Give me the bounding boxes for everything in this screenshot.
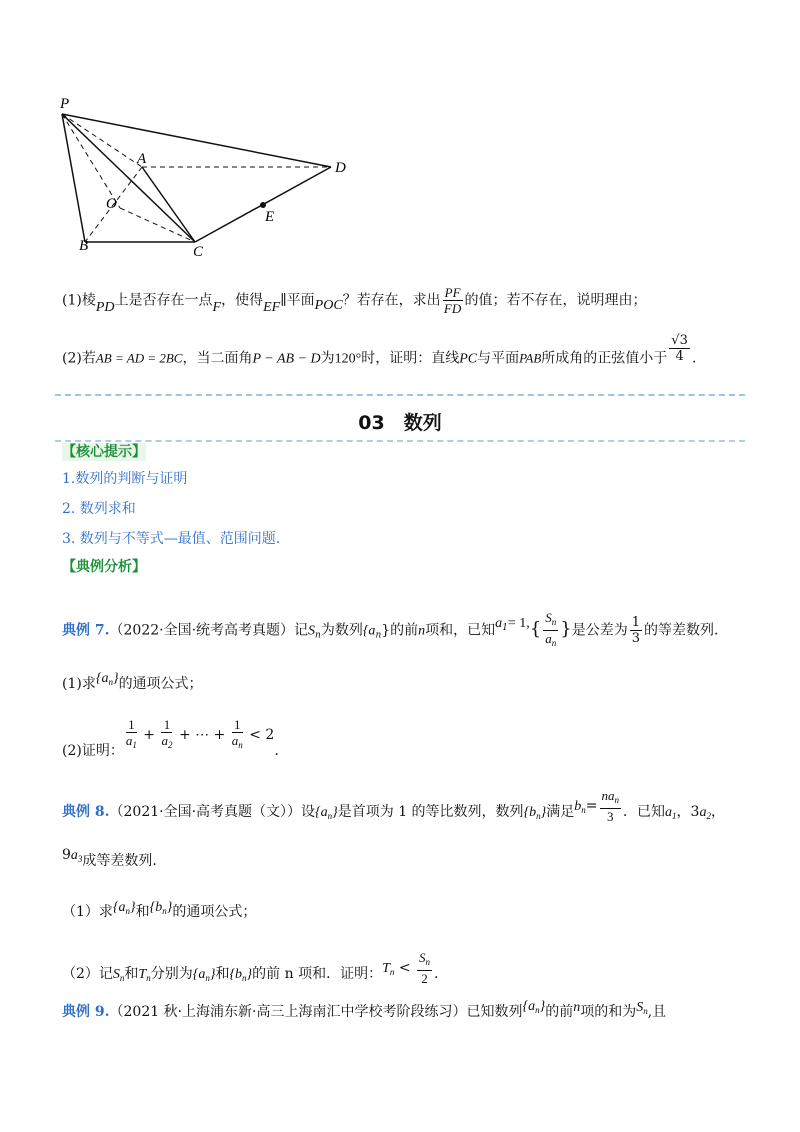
- point-e: [260, 202, 266, 208]
- core-tip-item-3: 3. 数列与不等式—最值、范围问题.: [62, 531, 281, 547]
- sqrt3-over-4-fraction: $\frac{√3}{4}$: [671, 333, 688, 364]
- p6-question-2: (2)若AB = AD = 2BC，当二面角P − AB − D为120°时，证明：直线PC与平面PAB所成角的正弦值小于 $\frac{√3}{4}$ .: [62, 333, 697, 367]
- sn-over-an-fraction: $\frac{S_n}{a_n}$: [545, 610, 557, 648]
- pf-fd-fraction: $\frac{PF}{FD}$: [443, 285, 462, 316]
- one-third-fraction: $\frac{1}{3}$: [631, 615, 640, 646]
- p6-question-1: (1)棱PD上是否存在一点F，使得EF∥平面POC？若存在，求出 $\frac{PF}{FD}$ 的值；若不存在，说明理由；: [62, 285, 647, 316]
- label-a: A: [137, 151, 147, 167]
- section-title: 03 数列: [358, 412, 442, 434]
- label-p: P: [60, 96, 70, 112]
- core-tips-heading: 【核心提示】: [62, 444, 146, 460]
- section-rule-bottom: [55, 440, 745, 442]
- label-o: O: [106, 196, 117, 212]
- ex9-statement: 典例 9.（2021 秋·上海浦东新·高三上海南汇中学校考阶段练习）已知数列$\{a_n\}$的前n项的和为$S_n$,且: [62, 999, 667, 1020]
- ex7-statement: 典例 7.（2022·全国·统考高考真题）记$S_n$为数列$\{a_n\}$的前n项和，已知$a_1= 1$,{ $\frac{S_n}{a_n}$ }是公差为 $\frac{1}{3}$ 的等差数列.: [62, 610, 718, 651]
- label-c: C: [193, 244, 204, 260]
- ex8-statement-cont: $9a_3$成等差数列.: [62, 847, 157, 869]
- label-b: B: [79, 238, 89, 254]
- edge-ac: [142, 167, 195, 242]
- ex8-statement: 典例 8.（2021·全国·高考真题（文））设$\{a_n\}$是首项为 1 的等比数列，数列$\{b_n\}$满足$b_n=$ $\frac{na_n}{3}$ ．已知$a_1$，$3a_2$，: [62, 788, 725, 824]
- pyramid-figure: [50, 90, 370, 260]
- label-e: E: [265, 209, 275, 225]
- section-rule-top: [55, 394, 745, 396]
- core-tip-item-1: 1.数列的判断与证明: [62, 471, 188, 487]
- ex7-question-1: (1)求$\{a_n\}$的通项公式；: [62, 671, 203, 692]
- label-d: D: [335, 160, 346, 176]
- ex8-question-1: （1）求$\{a_n\}$和$\{b_n\}$的通项公式；: [62, 900, 257, 920]
- analysis-heading: 【典例分析】: [62, 559, 146, 575]
- core-tip-item-2: 2. 数列求和: [62, 501, 136, 517]
- ex8-question-2: （2）记$S_n$和$T_n$分别为$\{a_n\}$和$\{b_n\}$的前 n 项和．证明：$T_n$ < $\frac{S_n}{2}$ .: [62, 950, 439, 986]
- ex7-question-2: (2)证明： $\frac{1}{a_1}$ + $\frac{1}{a_2}$ + ⋯ + $\frac{1}{a_n}$ < 2.: [62, 717, 279, 759]
